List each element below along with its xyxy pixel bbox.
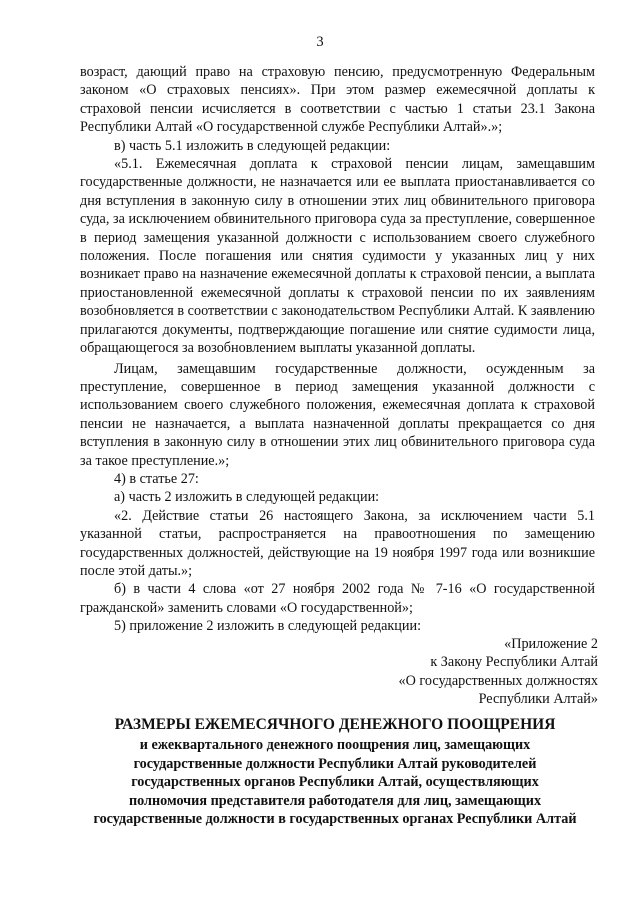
appendix-heading <box>60 715 610 829</box>
paragraph-3: «5.1. Ежемесячная доплата к страховой пенсии лицам, замещавшим государственные должности, не назначается или ее выплата приостанавливается со дня вступления в законную силу в отношении этих лиц обвинительного приговора суда, за исключением обвинительного приговора суда за преступление, совершенное в период замещения указанной должности с использованием своего служебного положения. После погашения или снятия судимости у указанных лиц у них возникает право на назначение ежемесячной доплаты к страховой пенсии, а выплата приостановленной ежемесячной доплаты к страховой пенсии по их заявлениям возобновляется в соответствии с законодательством Республики Алтай. К заявлению прилагаются документы, подтверждающие погашение или снятие судимости лица, обращающегося за возобновлением выплаты указанной доплаты. <box>80 156 595 357</box>
heading-subtitle-line: полномочия представителя работодателя для лиц, замещающих <box>128 792 542 809</box>
appendix-line: «Приложение 2 <box>504 636 598 652</box>
appendix-line: к Закону Республики Алтай <box>430 654 598 671</box>
heading-subtitle-line: государственные должности в государственных органах Республики Алтай <box>93 811 577 828</box>
paragraph-2: в) часть 5.1 изложить в следующей редакции: <box>114 137 391 154</box>
paragraph-6: а) часть 2 изложить в следующей редакции: <box>114 489 380 506</box>
heading-title: РАЗМЕРЫ ЕЖЕМЕСЯЧНОГО ДЕНЕЖНОГО ПООЩРЕНИЯ <box>114 716 556 733</box>
paragraph-1: возраст, дающий право на страховую пенсию, предусмотренную Федеральным законом «О страховых пенсиях». При этом размер ежемесячной доплаты к страховой пенсии исчисляется в соответствии с частью 1 статьи 23.1 Закона Республики Алтай «О государственной службе Республики Алтай».»; <box>80 64 595 136</box>
appendix-line: «О государственных должностях <box>398 672 598 689</box>
paragraph-7: «2. Действие статьи 26 настоящего Закона, за исключением части 5.1 указанной статьи, распространяется на правоотношения по замещению государственных должностей, действующие на 19 ноября 1997 года или возникшие после этой даты.»; <box>80 507 595 579</box>
appendix-reference <box>399 635 598 709</box>
document-body <box>80 63 595 636</box>
appendix-line: Республики Алтай» <box>478 691 598 708</box>
paragraph-5: 4) в статье 27: <box>114 470 199 487</box>
paragraph-8: б) в части 4 слова «от 27 ноября 2002 года № 7-16 «О государственной гражданской» заменить словами «О государственной»; <box>80 581 595 616</box>
paragraph-9: 5) приложение 2 изложить в следующей редакции: <box>114 618 422 635</box>
heading-subtitle-line: государственные должности Республики Алтай руководителей <box>133 755 537 772</box>
heading-subtitle-line: государственных органов Республики Алтай, осуществляющих <box>131 774 539 791</box>
heading-subtitle-line: и ежеквартального денежного поощрения лиц, замещающих <box>139 737 531 753</box>
page-number: 3 <box>316 34 324 50</box>
paragraph-4: Лицам, замещавшим государственные должности, осужденным за преступление, совершенное в период замещения указанной должности с использованием своего служебного положения, ежемесячная доплата к страховой пенсии не назначается, а выплата назначенной доплаты прекращается со дня вступления в законную силу в отношении этих лиц обвинительного приговора суда за такое преступление.»; <box>80 360 595 469</box>
